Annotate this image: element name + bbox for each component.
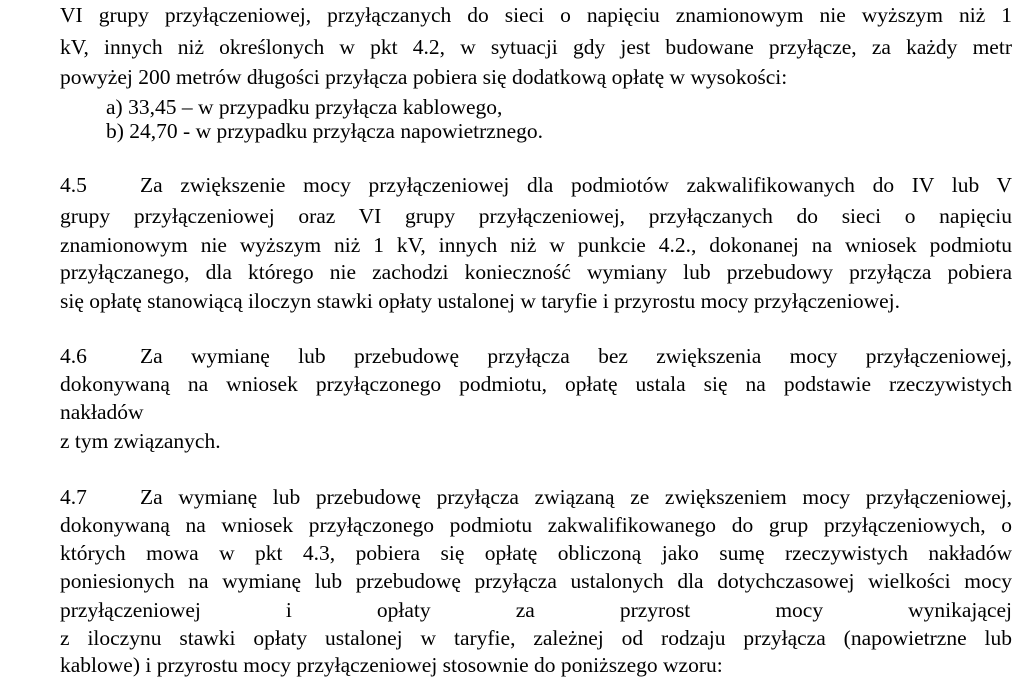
text-line: przyłączeniowej i opłaty za przyrost mocy wynikającej <box>60 598 1012 622</box>
text-line: VI grupy przyłączeniowej, przyłączanych do sieci o napięciu znamionowym nie wyższym niż 1 <box>60 3 1012 27</box>
text-line <box>60 484 1012 510</box>
text-line: się opłatę stanowiącą iloczyn stawki opłaty ustalonej w taryfie i przyrostu mocy przyłączeniowej. <box>60 289 901 313</box>
text-line <box>60 172 1012 198</box>
text-line: grupy przyłączeniowej oraz VI grupy przyłączeniowej, przyłączanych do sieci o napięciu <box>60 204 1012 228</box>
list-item-b: b) 24,70 - w przypadku przyłącza napowietrznego. <box>106 119 543 143</box>
text-line: z tym związanych. <box>60 429 221 453</box>
text-line: nakładów <box>60 400 144 424</box>
text-line: dokonywaną na wniosek przyłączonego podmiotu, opłatę ustala się na podstawie rzeczywistych <box>60 372 1012 396</box>
section-line-text: Za wymianę lub przebudowę przyłącza bez zwiększenia mocy przyłączeniowej, <box>140 344 1012 368</box>
list-item-a: a) 33,45 – w przypadku przyłącza kablowego, <box>106 95 503 119</box>
section-number: 4.7 <box>60 485 87 509</box>
text-line: z iloczynu stawki opłaty ustalonej w taryfie, zależnej od rodzaju przyłącza (napowietrzne lub <box>60 626 1012 650</box>
text-line: dokonywaną na wniosek przyłączonego podmiotu zakwalifikowanego do grup przyłączeniowych, o <box>60 513 1012 537</box>
text-line: przyłączanego, dla którego nie zachodzi konieczność wymiany lub przebudowy przyłącza pobiera <box>60 260 1012 284</box>
text-line: których mowa w pkt 4.3, pobiera się opłatę obliczoną jako sumę rzeczywistych nakładów <box>60 541 1012 565</box>
text-line: znamionowym nie wyższym niż 1 kV, innych niż w punkcie 4.2., dokonanej na wniosek podmiotu <box>60 233 1012 257</box>
section-number: 4.6 <box>60 344 87 368</box>
text-line: kablowe) i przyrostu mocy przyłączeniowej stosownie do poniższego wzoru: <box>60 653 723 677</box>
section-line-text: Za zwiększenie mocy przyłączeniowej dla podmiotów zakwalifikowanych do IV lub V <box>140 173 1012 197</box>
text-line <box>60 343 1012 369</box>
text-line: kV, innych niż określonych w pkt 4.2, w sytuacji gdy jest budowane przyłącze, za każdy metr <box>60 35 1012 59</box>
text-line: powyżej 200 metrów długości przyłącza pobiera się dodatkową opłatę w wysokości: <box>60 65 788 89</box>
section-line-text: Za wymianę lub przebudowę przyłącza związaną ze zwiększeniem mocy przyłączeniowej, <box>140 485 1012 509</box>
section-number: 4.5 <box>60 173 87 197</box>
text-line: poniesionych na wymianę lub przebudowę przyłącza ustalonych dla dotychczasowej wielkości mocy <box>60 569 1012 593</box>
